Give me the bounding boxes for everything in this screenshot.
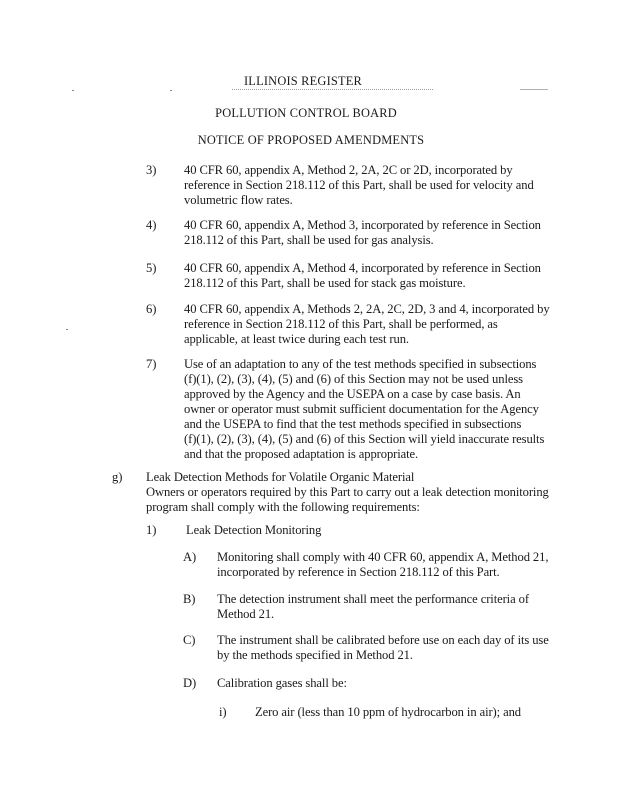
item-letter: B)	[183, 592, 196, 606]
scan-speck	[66, 329, 68, 330]
item-number: 7)	[146, 357, 157, 371]
scan-speck	[72, 90, 74, 91]
text-line: approved by the Agency and the USEPA on a case by case basis. An	[184, 387, 521, 401]
item-text	[217, 633, 557, 663]
item-text	[184, 357, 546, 462]
item-number: 1)	[146, 523, 157, 537]
text-line: (f)(1), (2), (3), (4), (5) and (6) of this Section may not be used unless	[184, 372, 523, 386]
text-line: Zero air (less than 10 ppm of hydrocarbon in air); and	[255, 705, 521, 719]
section-letter: g)	[112, 470, 123, 484]
text-line: 40 CFR 60, appendix A, Method 3, incorporated by reference in Section	[184, 218, 541, 232]
text-line: The detection instrument shall meet the performance criteria of	[217, 592, 529, 606]
item-text	[255, 705, 545, 720]
text-line: Calibration gases shall be:	[217, 676, 347, 690]
text-line: 218.112 of this Part, shall be used for gas analysis.	[184, 233, 434, 247]
text-line: Owners or operators required by this Part to carry out a leak detection monitoring	[146, 485, 549, 499]
item-number: 5)	[146, 261, 157, 275]
text-line: The instrument shall be calibrated before use on each day of its use	[217, 633, 549, 647]
item-letter: A)	[183, 550, 197, 564]
text-line: by the methods specified in Method 21.	[217, 648, 413, 662]
text-line: owner or operator must submit sufficient documentation for the Agency	[184, 402, 539, 416]
item-number: 3)	[146, 163, 157, 177]
item-text	[184, 163, 546, 208]
notice-title: NOTICE OF PROPOSED AMENDMENTS	[197, 133, 425, 147]
item-text	[184, 261, 546, 291]
text-line: Leak Detection Monitoring	[186, 523, 322, 537]
section-text	[146, 470, 566, 515]
item-number: 6)	[146, 302, 157, 316]
text-line: applicable, at least twice during each test run.	[184, 332, 409, 346]
item-text	[217, 550, 557, 580]
text-line: incorporated by reference in Section 218.112 of this Part.	[217, 565, 500, 579]
item-letter: D)	[183, 676, 197, 690]
header-rule-right	[520, 89, 548, 90]
scan-speck	[170, 90, 172, 91]
item-text	[217, 592, 557, 622]
text-line: 40 CFR 60, appendix A, Method 2, 2A, 2C or 2D, incorporated by	[184, 163, 513, 177]
text-line: Use of an adaptation to any of the test methods specified in subsections	[184, 357, 537, 371]
register-title: ILLINOIS REGISTER	[243, 74, 362, 88]
item-text	[184, 302, 550, 347]
text-line: reference in Section 218.112 of this Part, shall be performed, as	[184, 317, 498, 331]
text-line: 40 CFR 60, appendix A, Methods 2, 2A, 2C, 2D, 3 and 4, incorporated by	[184, 302, 550, 316]
text-line: program shall comply with the following requirements:	[146, 500, 420, 514]
board-title: POLLUTION CONTROL BOARD	[215, 106, 397, 120]
item-roman: i)	[219, 705, 227, 719]
text-line: Monitoring shall comply with 40 CFR 60, appendix A, Method 21,	[217, 550, 549, 564]
text-line: and that the proposed adaptation is appropriate.	[184, 447, 419, 461]
text-line: reference in Section 218.112 of this Part, shall be used for velocity and	[184, 178, 534, 192]
text-line: 40 CFR 60, appendix A, Method 4, incorporated by reference in Section	[184, 261, 541, 275]
subsection-heading	[186, 523, 486, 538]
item-letter: C)	[183, 633, 196, 647]
item-text	[184, 218, 546, 248]
header-rule	[232, 89, 433, 90]
text-line: 218.112 of this Part, shall be used for stack gas moisture.	[184, 276, 466, 290]
text-line: Method 21.	[217, 607, 275, 621]
text-line: (f)(1), (2), (3), (4), (5) and (6) of this Section will yield inaccurate results	[184, 432, 545, 446]
section-heading: Leak Detection Methods for Volatile Organic Material	[146, 470, 415, 484]
text-line: volumetric flow rates.	[184, 193, 293, 207]
item-number: 4)	[146, 218, 157, 232]
text-line: and the USEPA to find that the test methods specified in subsections	[184, 417, 522, 431]
item-text	[217, 676, 557, 691]
